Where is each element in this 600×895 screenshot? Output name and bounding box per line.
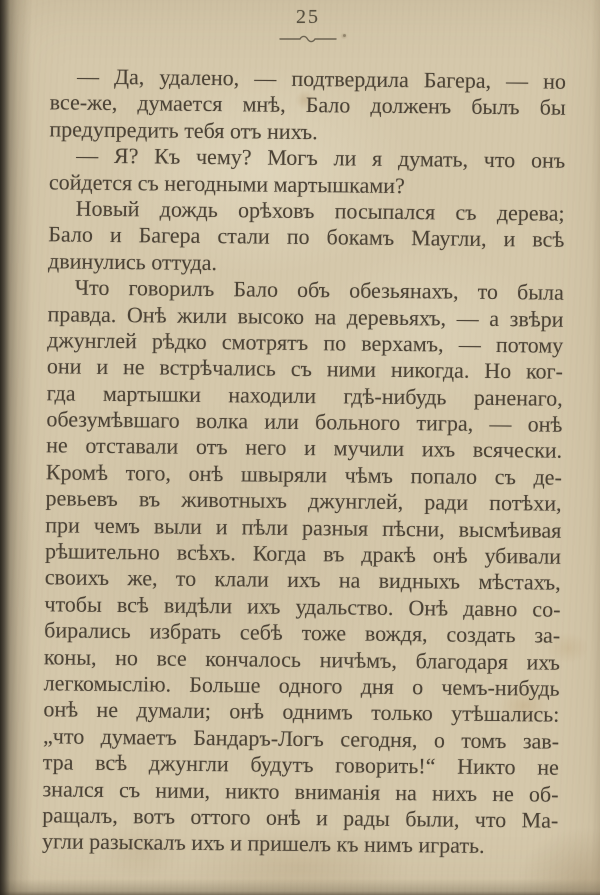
text-line: ращалъ, вотъ оттого онѣ и рады были, что Ма- bbox=[42, 802, 559, 833]
text-line: Бало и Багера стали по бокамъ Маугли, и всѣ bbox=[48, 221, 565, 253]
text-line: все-же, думается мнѣ, Бало долженъ былъ бы bbox=[49, 89, 566, 121]
text-line: обезумѣвшаго волка или больного тигра, — онѣ bbox=[46, 406, 563, 437]
text-line: „что думаетъ Бандаръ-Логъ сегодня, о томъ зав- bbox=[42, 723, 560, 754]
text-line: своихъ же, то клали ихъ на видныхъ мѣстахъ, bbox=[44, 564, 561, 596]
text-line: бирались избрать себѣ тоже вождя, создать за- bbox=[44, 617, 561, 648]
text-line: тра всѣ джунгли будутъ говорить!“ Никто не bbox=[42, 749, 559, 780]
header-rule-ornament bbox=[8, 33, 600, 45]
text-line: легкомыслію. Больше одного дня о чемъ-нибудь bbox=[43, 670, 560, 701]
text-line: угли разыскалъ ихъ и пришелъ къ нимъ играть. bbox=[41, 828, 485, 859]
text-line: правда. Онѣ жили высоко на деревьяхъ, — а звѣри bbox=[47, 300, 564, 332]
text-line: Что говорилъ Бало объ обезьянахъ, то была bbox=[74, 274, 564, 305]
text-line: знался съ ними, никто вниманія на нихъ не об- bbox=[42, 775, 559, 807]
text-line: при чемъ выли и пѣли разныя пѣсни, высмѣивая bbox=[45, 511, 562, 543]
text-line: Кромѣ того, онѣ швыряли чѣмъ попало съ де- bbox=[45, 459, 562, 490]
text-line: предупредить тебя отъ нихъ. bbox=[49, 116, 318, 144]
page-number: 25 bbox=[296, 6, 320, 28]
wavy-rule-icon bbox=[279, 33, 337, 45]
ink-speck bbox=[343, 34, 346, 37]
text-line: гда мартышки находили гдѣ-нибудь раненаго, bbox=[46, 379, 563, 411]
text-line: не отставали отъ него и мучили ихъ всячески. bbox=[46, 432, 563, 464]
text-line: двинулись оттуда. bbox=[47, 248, 218, 275]
text-line: коны, но все кончалось ничѣмъ, благодаря ихъ bbox=[43, 643, 561, 675]
text-line: — Да, удалено, — подтвердила Багера, — но bbox=[76, 63, 567, 94]
text-line: чтобы всѣ видѣли ихъ удальство. Онѣ давно со- bbox=[44, 591, 561, 622]
text-line: они и не встрѣчались съ ними никогда. Но ког- bbox=[46, 353, 564, 385]
text-line: джунглей рѣдко смотрятъ по верхамъ, — потому bbox=[47, 327, 564, 358]
text-line: Новый дождь орѣховъ посыпался съ дерева; bbox=[75, 195, 565, 226]
text-line: рѣшительно всѣхъ. Когда въ дракѣ онѣ убивали bbox=[44, 538, 562, 569]
text-line: сойдется съ негодными мартышками? bbox=[48, 168, 405, 198]
text-line: ревьевъ въ животныхъ джунглей, ради потѣхи, bbox=[45, 485, 562, 516]
text-line: — Я? Къ чему? Могъ ли я думать, что онъ bbox=[76, 142, 566, 173]
page-text bbox=[42, 63, 566, 860]
text-line: онѣ не думали; онѣ однимъ только утѣшались: bbox=[43, 696, 560, 728]
